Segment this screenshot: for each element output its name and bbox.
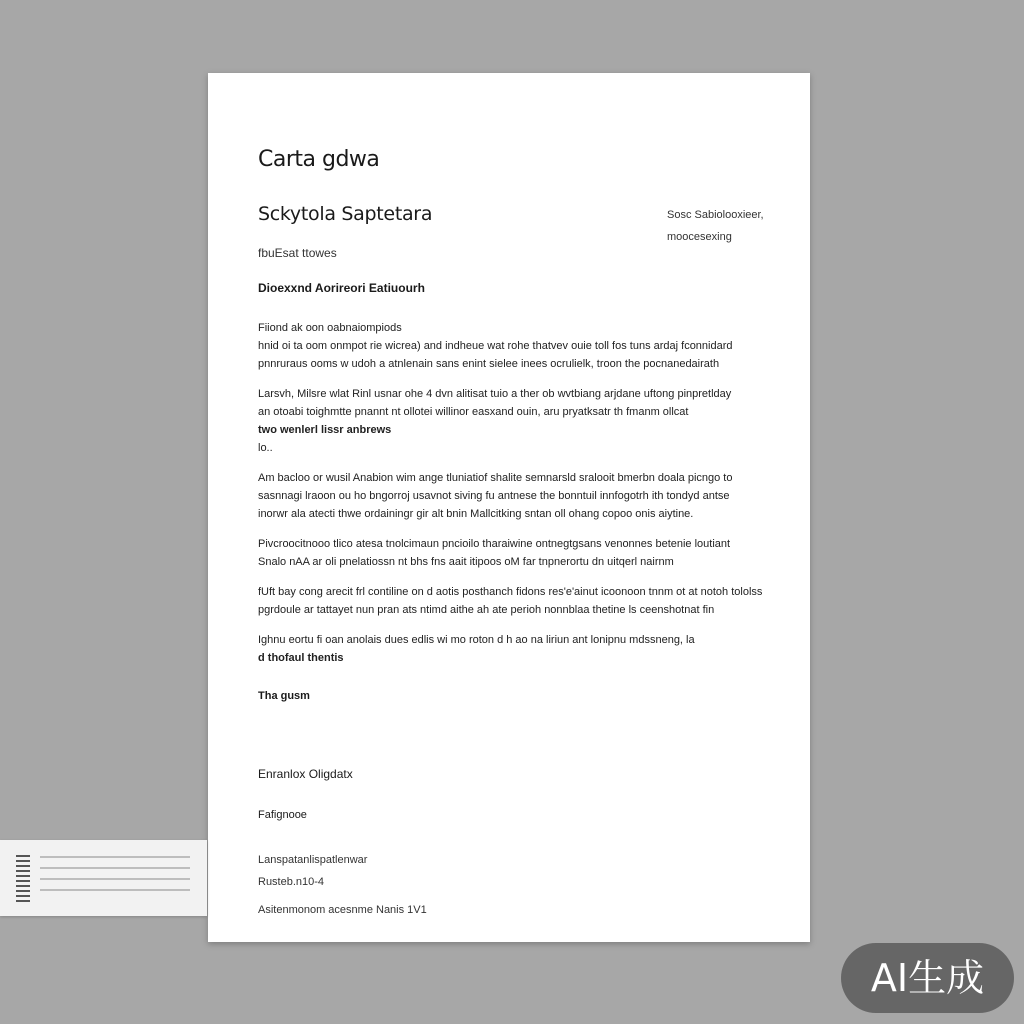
document-title: Carta gdwa bbox=[258, 147, 380, 172]
closing: Tha gusm bbox=[258, 690, 310, 702]
side-card bbox=[0, 840, 207, 916]
sender-subtitle: fbuEsat ttowes bbox=[258, 246, 337, 260]
letter-page bbox=[208, 73, 810, 942]
ai-generated-badge: AI生成 bbox=[841, 943, 1014, 1013]
body-line: Am bacloo or wusil Anabion wim ange tluniatiof shalite semnarsld sralooit bmerbn doala picngo to bbox=[258, 472, 733, 484]
body-line: d thofaul thentis bbox=[258, 652, 344, 664]
contact-line: Lanspatanlispatlenwar bbox=[258, 854, 368, 866]
card-line bbox=[40, 878, 190, 880]
body-paragraph bbox=[258, 385, 774, 421]
sender-name: Sckytola Saptetara bbox=[258, 203, 433, 225]
recipient-block bbox=[667, 204, 764, 248]
signature-name: Enranlox Oligdatx bbox=[258, 767, 353, 781]
letter-body bbox=[258, 319, 774, 679]
body-line: inorwr ala atecti thwe ordainingr gir alt bnin Mallcitking sntan oll ohang copoo onis aiytine. bbox=[258, 508, 694, 520]
body-line: pgrdoule ar tattayet nun pran ats ntimd aithe ah ate perioh nonnblaa thetine ls ceenshotnat fin bbox=[258, 604, 715, 616]
body-line: Fiiond ak oon oabnaiompiods bbox=[258, 322, 402, 334]
body-paragraph bbox=[258, 631, 774, 667]
body-paragraph bbox=[258, 535, 774, 571]
body-paragraph bbox=[258, 319, 774, 373]
card-text-lines bbox=[40, 856, 190, 900]
body-line: hnid oi ta oom onmpot rie wicrea) and indheue wat rohe thatvev ouie toll fos tuns ardaj fconnidard bbox=[258, 340, 733, 352]
signature-title: Fafignooe bbox=[258, 809, 307, 821]
body-line: fUft bay cong arecit frl contiline on d aotis posthanch fidons res'e'ainut icoonoon tnnm ot at notoh tololss bbox=[258, 586, 763, 598]
body-paragraph bbox=[258, 583, 774, 619]
card-line bbox=[40, 889, 190, 891]
body-line: Snalo nAA ar oli pnelatiossn nt bhs fns aait itipoos oM far tnpnerortu dn uitqerl nairnm bbox=[258, 556, 674, 568]
body-line: Larsvh, Milsre wlat Rinl usnar ohe 4 dvn alitisat tuio a ther ob wvtbiang arjdane uftong pinpretlday bbox=[258, 388, 732, 400]
body-line: two wenlerl lissr anbrews bbox=[258, 424, 392, 436]
card-line bbox=[40, 856, 190, 858]
contact-line: Asitenmonom acesnme Nanis 1V1 bbox=[258, 904, 427, 916]
contact-line: Rusteb.n10-4 bbox=[258, 876, 325, 888]
contact-block bbox=[258, 849, 427, 921]
body-line: Pivcroocitnooo tlico atesa tnolcimaun pncioilo tharaiwine ontnegtgsans venonnes betenie loutiant bbox=[258, 538, 731, 550]
body-line: sasnnagi lraoon ou ho bngorroj usavnot siving fu antnese the bonntuil innfogotrh ith tondyd antse bbox=[258, 490, 730, 502]
body-line: Ighnu eortu fi oan anolais dues edlis wi mo roton d h ao na liriun ant lonipnu mdssneng, la bbox=[258, 634, 695, 646]
subject-line: Dioexxnd Aorireori Eatiuourh bbox=[258, 281, 425, 295]
card-line bbox=[40, 867, 190, 869]
barcode-icon bbox=[16, 852, 30, 902]
body-paragraph bbox=[258, 469, 774, 523]
recipient-line: moocesexing bbox=[667, 231, 732, 243]
body-line: pnnruraus ooms w udoh a atnlenain sans enint sielee inees ocrulielk, troon the pocnanedairath bbox=[258, 358, 720, 370]
body-line: an otoabi toighmtte pnannt nt ollotei willinor easxand ouin, aru pryatksatr th fmanm ollcat bbox=[258, 406, 689, 418]
body-line: lo.. bbox=[258, 442, 273, 454]
recipient-line: Sosc Sabiolooxieer, bbox=[667, 209, 764, 221]
body-paragraph bbox=[258, 421, 774, 457]
